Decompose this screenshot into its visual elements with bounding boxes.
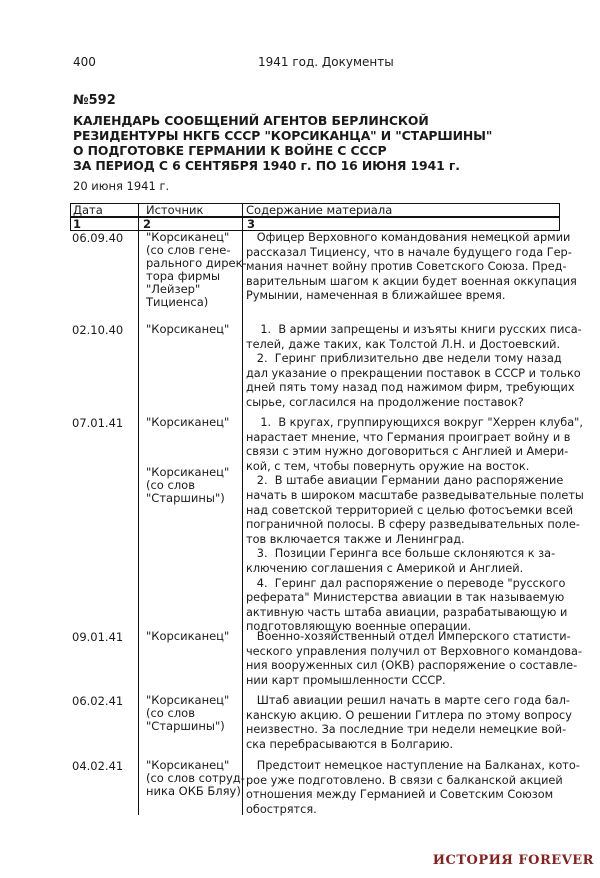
content-line: рое уже подготовлено. В связи с балканской акцией <box>246 773 563 787</box>
content-line: реферата" Министерства авиации в так называемую <box>246 591 565 605</box>
source-line: "Лейзер" <box>146 282 201 296</box>
document-title <box>73 113 492 173</box>
running-head: 1941 год. Документы <box>258 55 394 69</box>
page-number: 400 <box>73 55 96 69</box>
content-line: 2. В штабе авиации Германии дано распоряжение <box>246 474 564 488</box>
source-line: рального дирек- <box>146 256 247 270</box>
content-line: нии карт промышленности СССР. <box>246 673 446 687</box>
column-number-1: 1 <box>73 217 82 231</box>
column-number-2: 2 <box>143 217 152 231</box>
content-line: отношения между Германией и Советским Союзом <box>246 788 554 802</box>
source-line: Тициенса) <box>146 295 209 309</box>
content-line: Офицер Верховного командования немецкой армии <box>246 231 571 244</box>
messages-table <box>70 203 584 816</box>
content-line: ния вооруженных сил (ОКВ) распоряжение о составле- <box>246 659 578 673</box>
source-line: (со слов <box>146 706 195 720</box>
row-content <box>246 416 584 635</box>
row-date: 02.10.40 <box>72 323 124 337</box>
row-source <box>146 694 229 733</box>
content-line: канскую акцию. О решении Гитлера по этому вопросу <box>246 708 572 722</box>
source-line: ника ОКБ Бляу) <box>146 784 241 798</box>
source-line: "Старшины") <box>146 719 225 733</box>
content-line: подготовляющую военные операции. <box>246 620 472 634</box>
row-source <box>146 759 245 798</box>
content-line: рассказал Тициенсу, что в начале будущего года Гер- <box>246 245 572 259</box>
row-source <box>146 466 229 505</box>
source-line: (со слов сотруд- <box>146 771 245 785</box>
content-line: тов включается также и Ленинград. <box>246 532 465 546</box>
content-line: пограничной полосы. В сферу разведывательных поле- <box>246 518 580 532</box>
content-line: нарастает мнение, что Германия проиграет войну и в <box>246 430 571 444</box>
row-content <box>246 630 582 688</box>
source-line: "Корсиканец" <box>146 465 230 479</box>
title-line: КАЛЕНДАРЬ СООБЩЕНИЙ АГЕНТОВ БЕРЛИНСКОЙ <box>73 113 429 128</box>
content-line: телей, даже таких, как Толстой Л.Н. и Достоевский. <box>246 337 561 351</box>
content-line: неизвестно. За последние три недели немецкие вой- <box>246 723 567 737</box>
source-line: "Корсиканец" <box>146 693 230 707</box>
row-date: 06.02.41 <box>72 694 124 708</box>
content-line: ческого управления получил от Верховного командова- <box>246 644 583 658</box>
row-source <box>146 630 229 643</box>
source-line: "Корсиканец" <box>146 230 230 244</box>
row-content <box>246 323 582 411</box>
table-border-right <box>559 203 560 231</box>
watermark-logo: ИСТОРИЯ FOREVER <box>432 853 594 868</box>
content-line: активную часть штаба авиации, разрабатывающую и <box>246 605 568 619</box>
source-line: (со слов <box>146 478 195 492</box>
column-number-3: 3 <box>247 217 256 231</box>
table-border-left <box>70 203 71 231</box>
content-line: Штаб авиации решил начать в марте сего года бал- <box>246 694 571 707</box>
header-date: Дата <box>73 203 103 217</box>
content-line: над советской территорией с целью фотосъемки всей <box>246 503 574 517</box>
row-date: 06.09.40 <box>72 231 124 245</box>
row-content <box>246 694 572 752</box>
content-line: 3. Позиции Геринга все больше склоняются к за- <box>246 547 556 561</box>
content-line: 1. В армии запрещены и изъяты книги русских писа- <box>246 323 582 336</box>
content-line: ска перебрасываются в Болгарию. <box>246 737 454 751</box>
source-line: (со слов гене- <box>146 243 231 257</box>
row-content <box>246 231 577 304</box>
content-line: связи с этим нужно договориться с Англией и Амери- <box>246 445 569 459</box>
header-content: Содержание материала <box>246 203 393 217</box>
title-line: ЗА ПЕРИОД С 6 СЕНТЯБРЯ 1940 г. ПО 16 ИЮНЯ 1941 г. <box>73 158 460 173</box>
row-date: 04.02.41 <box>72 759 124 773</box>
content-line: начать в широком масштабе разведывательные полеты <box>246 488 584 502</box>
document-date: 20 июня 1941 г. <box>73 179 170 193</box>
content-line: кой, с тем, чтобы повернуть оружие на восток. <box>246 459 530 473</box>
row-source <box>146 416 229 429</box>
source-line: "Старшины") <box>146 491 225 505</box>
row-content <box>246 759 580 817</box>
content-line: мания начнет войну против Советского Союза. Пред- <box>246 260 567 274</box>
content-line: дней пять тому назад под нажимом фирм, требующих <box>246 381 575 395</box>
row-date: 07.01.41 <box>72 416 124 430</box>
content-line: 4. Геринг дал распоряжение о переводе "русского <box>246 576 566 590</box>
document-number: №592 <box>73 93 116 108</box>
content-line: Военно-хозяйственный отдел Имперского статисти- <box>246 630 571 643</box>
content-line: сырье, согласился на продолжение поставок? <box>246 395 524 409</box>
content-line: 2. Геринг приблизительно две недели тому назад <box>246 352 562 366</box>
header-source: Источник <box>146 203 204 217</box>
content-line: 1. В кругах, группирующихся вокруг "Херрен клуба", <box>246 416 583 429</box>
content-line: ключению соглашения с Америкой и Англией. <box>246 561 524 575</box>
source-line: "Корсиканец" <box>146 322 230 336</box>
source-line: "Корсиканец" <box>146 629 230 643</box>
row-source <box>146 231 247 309</box>
content-line: варительным шагом к акции будет военная оккупация <box>246 274 577 288</box>
source-line: "Корсиканец" <box>146 758 230 772</box>
content-line: Предстоит немецкое наступление на Балканах, кото- <box>246 759 580 772</box>
content-line: Румынии, намеченная в ближайшее время. <box>246 289 506 303</box>
title-line: РЕЗИДЕНТУРЫ НКГБ СССР "КОРСИКАНЦА" И "СТАРШИНЫ" <box>73 128 493 143</box>
content-line: дал указание о прекращении поставок в СССР и только <box>246 366 581 380</box>
row-source <box>146 323 229 336</box>
row-date: 09.01.41 <box>72 630 124 644</box>
content-line: обострятся. <box>246 802 317 816</box>
source-line: тора фирмы <box>146 269 221 283</box>
column-divider-1 <box>138 203 139 815</box>
source-line: "Корсиканец" <box>146 415 230 429</box>
title-line: О ПОДГОТОВКЕ ГЕРМАНИИ К ВОЙНЕ С СССР <box>73 143 387 158</box>
